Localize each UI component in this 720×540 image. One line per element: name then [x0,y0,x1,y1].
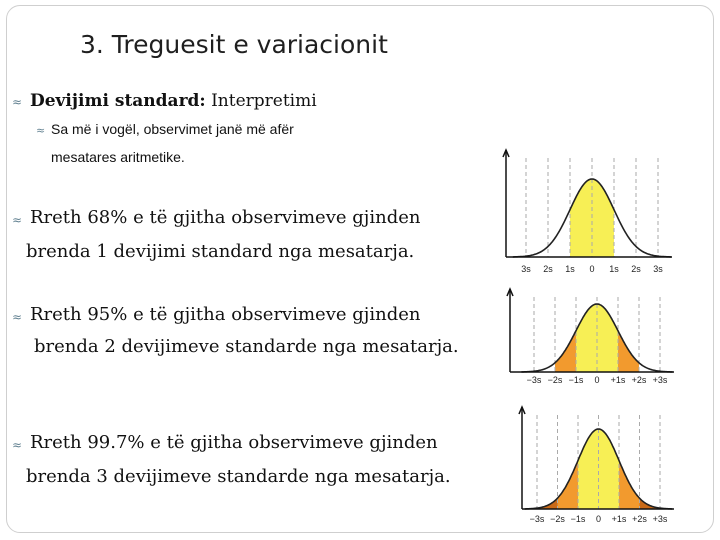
tick-label: −3s [529,514,545,524]
bullet-95-line1: Rreth 95% e të gjitha observimeve gjinden [30,304,421,325]
tick-label: +2s [632,514,647,524]
tick-label: −1s [568,375,584,385]
wave-bullet-icon: ≈ [12,213,23,227]
normal-curve-95-figure [500,287,700,387]
tick-label: 0 [589,264,595,274]
normal-curve-997-figure [500,405,700,528]
wave-bullet-icon: ≈ [36,124,46,137]
tick-label: −2s [547,375,563,385]
sub-bullet-line2: mesatares aritmetike. [51,149,185,165]
tick-label: 3s [653,264,663,274]
tick-label: 0 [594,375,600,385]
wave-bullet-icon: ≈ [12,95,23,109]
bullet-95-line2: brenda 2 devijimeve standarde nga mesatarja. [34,336,459,357]
bullet-997-line1: Rreth 99.7% e të gjitha observimeve gjinden [30,432,438,453]
band-1sd [578,429,619,509]
tick-label: 3s [521,264,531,274]
normal-curve-68-figure [494,148,700,276]
tick-label: −2s [550,514,565,524]
wave-bullet-icon: ≈ [12,438,23,452]
bullet-devijimi-rest: Interpretimi [205,91,317,111]
bullet-devijimi [30,91,317,111]
bullet-68-line1: Rreth 68% e të gjitha observimeve gjinden [30,207,421,228]
tick-label: +1s [611,514,627,524]
tick-label: 2s [631,264,641,274]
sub-bullet-line1: Sa më i vogël, observimet janë më afër [51,121,294,137]
bullet-68-line2: brenda 1 devijimi standard nga mesatarja. [26,241,415,262]
bullet-997-line2: brenda 3 devijimeve standarde nga mesatarja. [26,466,451,487]
wave-bullet-icon: ≈ [12,310,23,324]
slide-title: 3. Treguesit e variacionit [80,30,388,59]
tick-label: −1s [570,514,586,524]
tick-label: −3s [526,375,542,385]
tick-label: +3s [652,514,668,524]
tick-label: 2s [543,264,553,274]
bullet-devijimi-bold: Devijimi standard: [30,91,206,111]
tick-label: +3s [652,375,668,385]
tick-label: 0 [595,514,602,524]
tick-label: +1s [610,375,626,385]
tick-label: +2s [631,375,647,385]
tick-label: 1s [565,264,575,274]
tick-label: 1s [609,264,619,274]
